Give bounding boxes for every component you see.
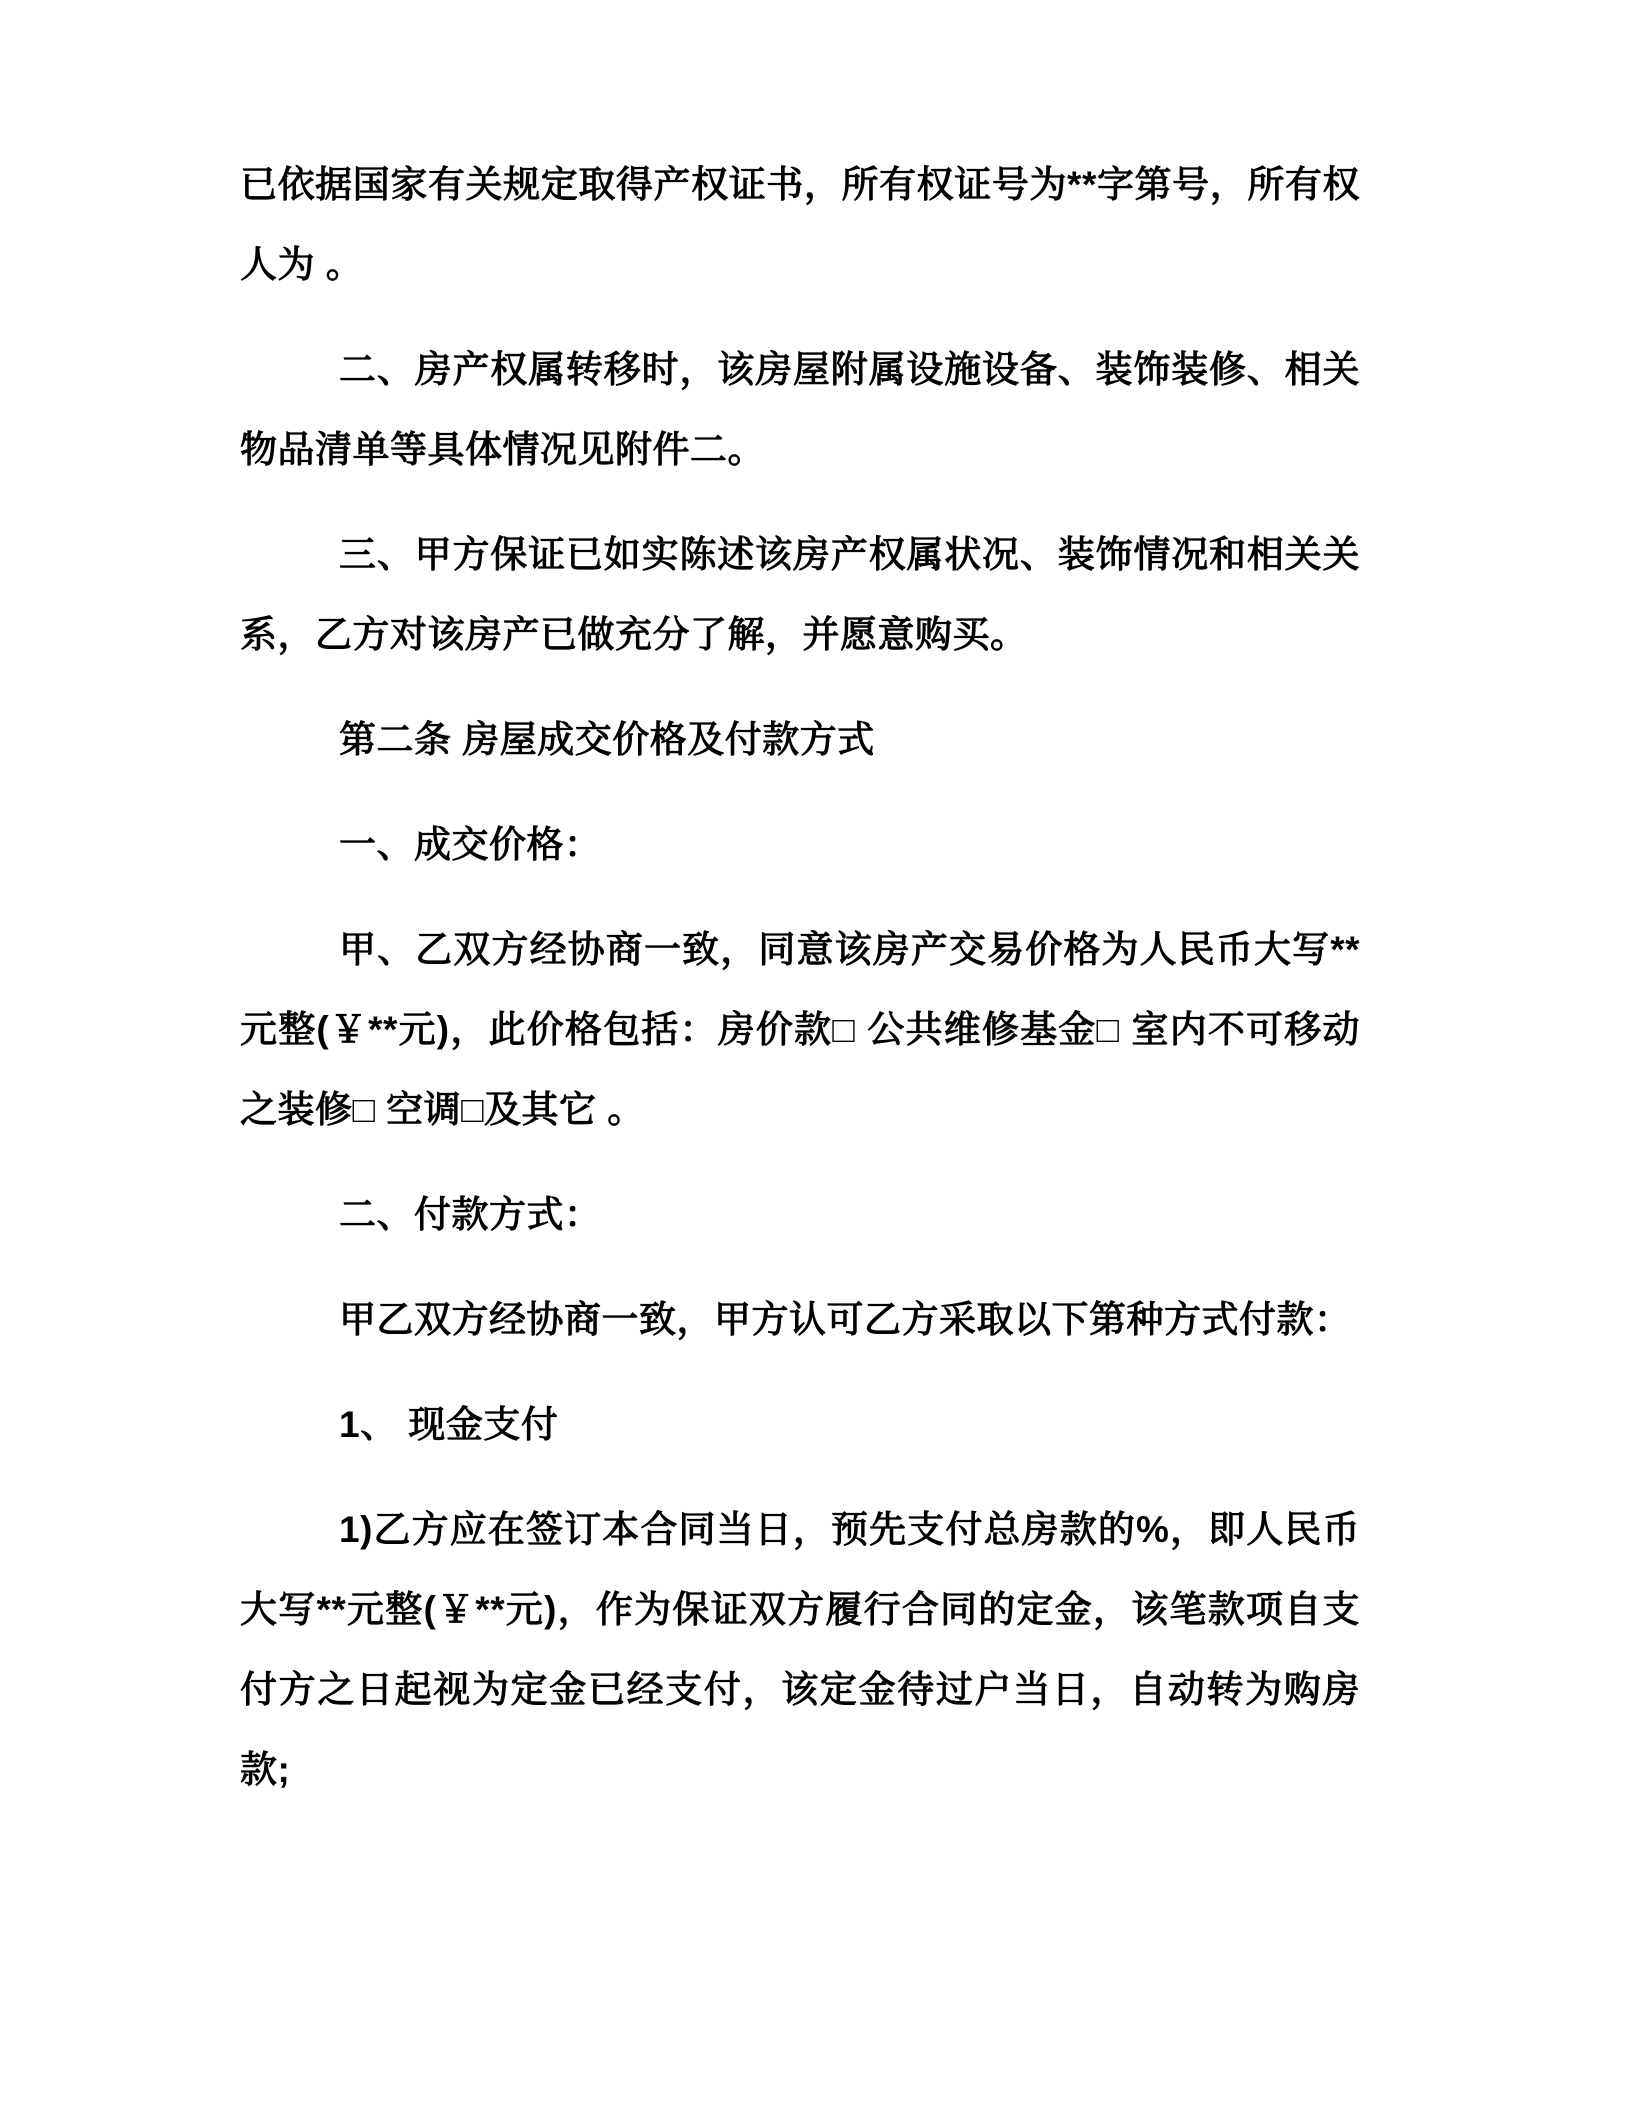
paragraph-ownership-certificate: 已依据国家有关规定取得产权证书，所有权证号为**字第号，所有权人为 。 <box>240 164 1360 285</box>
paragraph-price-details-checkboxes: 甲、乙双方经协商一致，同意该房产交易价格为人民币大写**元整(￥**元)，此价格包括：房价款□ 公共维修基金□ 室内不可移动之装修□ 空调□及其它 。 <box>240 929 1360 1130</box>
paragraph-payment-agreement: 甲乙双方经协商一致，甲方认可乙方采取以下第种方式付款： <box>339 1299 1352 1340</box>
paragraph-clause1-item3-disclosure: 三、甲方保证已如实陈述该房产权属状况、装饰情况和相关关系，乙方对该房产已做充分了解，并愿意购买。 <box>240 534 1360 655</box>
heading-transaction-price: 一、成交价格： <box>339 824 602 865</box>
contract-text-block <box>240 145 1360 1810</box>
heading-cash-payment: 1、 现金支付 <box>339 1404 559 1445</box>
heading-payment-method: 二、付款方式： <box>339 1194 602 1235</box>
paragraph-deposit-terms: 1)乙方应在签订本合同当日，预先支付总房款的%，即人民币大写**元整(￥**元)，作为保证双方履行合同的定金，该笔款项自支付方之日起视为定金已经支付，该定金待过户当日，自动转为购房款; <box>240 1509 1360 1790</box>
heading-clause2-price-and-payment: 第二条 房屋成交价格及付款方式 <box>339 719 875 760</box>
paragraph-clause1-item2-fixtures: 二、房产权属转移时，该房屋附属设施设备、装饰装修、相关物品清单等具体情况见附件二。 <box>240 349 1360 470</box>
